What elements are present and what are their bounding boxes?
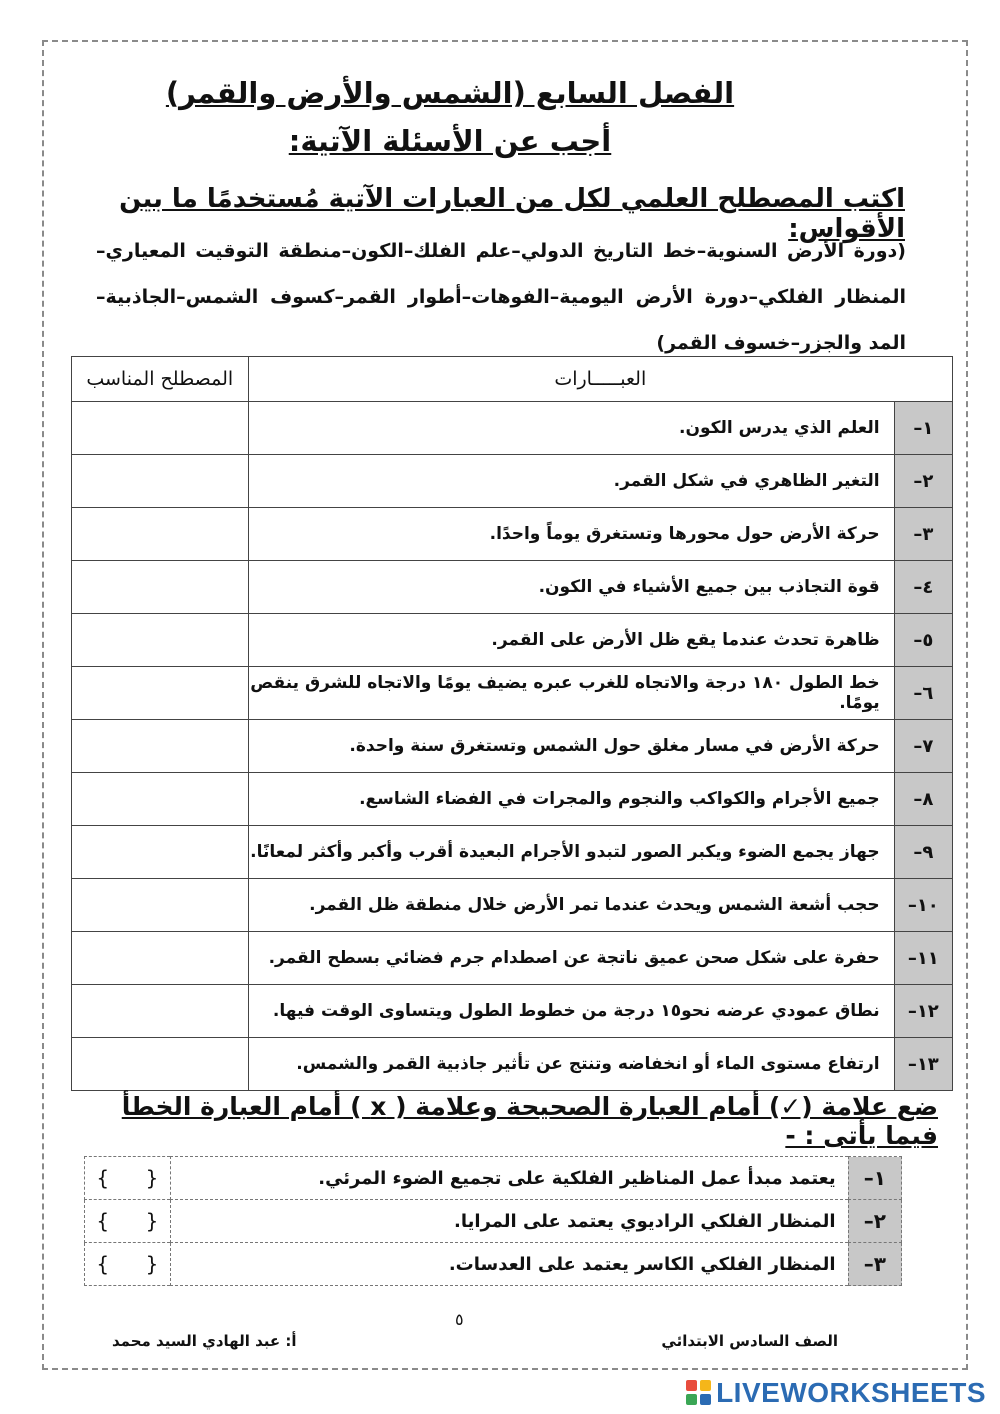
table-row [72,773,953,826]
row-statement: حجب أشعة الشمس ويحدث عندما تمر الأرض خلال منطقة ظل القمر. [248,879,894,932]
logo-mark-icon [686,1380,712,1406]
answer-field[interactable] [72,879,249,932]
answer-field[interactable] [72,402,249,455]
table-row [72,720,953,773]
footer-grade: الصف السادس الابتدائي [661,1332,838,1350]
row-statement: حفرة على شكل صحن عميق ناتجة عن اصطدام جرم فضائي بسطح القمر. [248,932,894,985]
table-row [85,1243,902,1286]
row-number: ٥– [894,614,952,667]
table-row [72,879,953,932]
row-number: ٣– [848,1243,901,1286]
answer-field[interactable] [72,720,249,773]
row-number: ١٢– [894,985,952,1038]
row-number: ١٠– [894,879,952,932]
answer-field[interactable] [72,826,249,879]
table-row [72,508,953,561]
term-header: المصطلح المناسب [72,357,249,402]
row-number: ٦– [894,667,952,720]
row-statement: العلم الذي يدرس الكون. [248,402,894,455]
answer-field[interactable] [72,455,249,508]
brace-pair [96,1209,158,1233]
table-row [85,1157,902,1200]
answer-field[interactable] [72,932,249,985]
brace-pair [96,1252,158,1276]
table-row [72,455,953,508]
answer-field[interactable] [85,1157,171,1200]
row-statement: ظاهرة تحدث عندما يقع ظل الأرض على القمر. [248,614,894,667]
row-number: ٣– [894,508,952,561]
row-statement: خط الطول ١٨٠ درجة والاتجاه للغرب عبره يضيف يومًا والاتجاه للشرق ينقص يومًا. [248,667,894,720]
brand-name: LIVEWORKSHEETS [716,1377,986,1408]
footer-teacher: أ: عبد الهادي السيد محمد [112,1332,297,1350]
row-statement: جهاز يجمع الضوء ويكبر الصور لتبدو الأجرام البعيدة أقرب وأكبر وأكثر لمعانًا. [248,826,894,879]
section1-heading: اكتب المصطلح العلمي لكل من العبارات الآتية مُستخدمًا ما بين الأقواس: [119,184,905,244]
table-row [72,561,953,614]
answer-field[interactable] [72,614,249,667]
row-number: ٢– [848,1200,901,1243]
row-statement: جميع الأجرام والكواكب والنجوم والمجرات في الفضاء الشاسع. [248,773,894,826]
brace-close: } [96,1209,110,1233]
answer-field[interactable] [72,1038,249,1091]
row-statement: قوة التجاذب بين جميع الأشياء في الكون. [248,561,894,614]
row-statement: حركة الأرض في مسار مغلق حول الشمس وتستغرق سنة واحدة. [248,720,894,773]
section2-heading: ضع علامة (✓) أمام العبارة الصحيحة وعلامة ( x ) أمام العبارة الخطأ فيما يأتى : - [121,1092,938,1150]
table-row [85,1200,902,1243]
terms-table [71,356,953,1091]
terms-list: (دورة الأرض السنوية–خط التاريخ الدولي–علم الفلك–الكون–منطقة التوقيت المعياري–المنظار الفلكي–دورة الأرض اليومية–الفوهات–أطوار القمر–كسوف الشمس–الجاذبية–المد والجزر–خسوف القمر) [96,240,906,354]
answer-field[interactable] [85,1243,171,1286]
row-statement: نطاق عمودي عرضه نحو١٥ درجة من خطوط الطول ويتساوى الوقت فيها. [248,985,894,1038]
statements-header: العبـــــارات [248,357,952,402]
row-number: ١– [848,1157,901,1200]
row-statement: حركة الأرض حول محورها وتستغرق يوماً واحدًا. [248,508,894,561]
row-statement: يعتمد مبدأ عمل المناظير الفلكية على تجميع الضوء المرئي. [170,1157,848,1200]
table-row [72,402,953,455]
row-number: ٩– [894,826,952,879]
answer-field[interactable] [72,667,249,720]
brace-close: } [96,1166,110,1190]
row-number: ١– [894,402,952,455]
page-number: ٥ [455,1310,464,1329]
row-statement: المنظار الفلكي الراديوي يعتمد على المرايا. [170,1200,848,1243]
answer-field[interactable] [85,1200,171,1243]
table-row [72,932,953,985]
row-number: ٨– [894,773,952,826]
row-number: ٢– [894,455,952,508]
terms-table-header [72,357,953,402]
table-row [72,614,953,667]
row-number: ١٣– [894,1038,952,1091]
row-number: ١١– [894,932,952,985]
row-statement: المنظار الفلكي الكاسر يعتمد على العدسات. [170,1243,848,1286]
row-number: ٧– [894,720,952,773]
brace-close: } [96,1252,110,1276]
liveworksheets-logo[interactable] [686,1376,986,1410]
page-subtitle: أجب عن الأسئلة الآتية: [288,124,612,158]
row-statement: التغير الظاهري في شكل القمر. [248,455,894,508]
row-number: ٤– [894,561,952,614]
answer-field[interactable] [72,773,249,826]
answer-field[interactable] [72,561,249,614]
brace-open: { [145,1166,159,1190]
table-row [72,826,953,879]
answer-field[interactable] [72,985,249,1038]
table-row [72,667,953,720]
brace-open: { [145,1252,159,1276]
row-statement: ارتفاع مستوى الماء أو انخفاضه وتنتج عن تأثير جاذبية القمر والشمس. [248,1038,894,1091]
brace-pair [96,1166,158,1190]
true-false-table [84,1156,902,1286]
table-row [72,1038,953,1091]
answer-field[interactable] [72,508,249,561]
brace-open: { [145,1209,159,1233]
table-row [72,985,953,1038]
page-title: الفصل السابع (الشمس والأرض والقمر) [165,76,735,110]
